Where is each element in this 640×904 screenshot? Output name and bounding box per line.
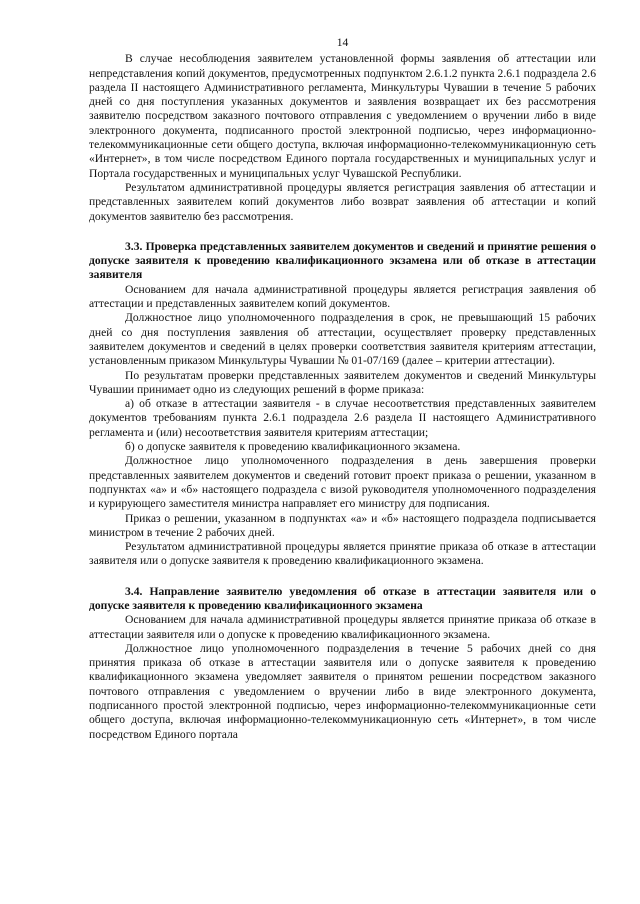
section-heading-3-3: 3.3. Проверка представленных заявителем документов и сведений и принятие решения о допуске заявителя к проведению квалификационного экзамена или об отказе в аттестации заявителя [89,239,596,282]
page-number: 14 [336,36,349,49]
paragraph-basis-3-4: Основанием для начала административной процедуры является принятие приказа об отказе в аттестации заявителя или о допуске к проведению квалификационного экзамена. [89,613,596,641]
paragraph-decision-b: б) о допуске заявителя к проведению квалификационного экзамена. [125,440,461,454]
paragraph-verification-term: Должностное лицо уполномоченного подразделения в срок, не превышающий 15 рабочих дней со дня поступления заявления об аттестации, осуществляет проверку представленных заявителем документов и сведений в целях проверки соответствия заявителя критериям аттестации, установленным приказом Минкультуры Чувашии № 01-07/169 (далее – критерии аттестации). [89,311,596,368]
paragraph-draft-order: Должностное лицо уполномоченного подразделения в день завершения проверки представленных заявителем документов и сведений готовит проект приказа о решении, указанном в подпунктах «а» и «б» настоящего подраздела с визой руководителя уполномоченного подразделения и курирующего заместителя министра направляет его министру для подписания. [89,454,596,511]
paragraph-notification: Должностное лицо уполномоченного подразделения в течение 5 рабочих дней со дня принятия приказа об отказе в аттестации заявителя или о допуске заявителя к проведению квалификационного экзамена уведомляет заявителя о принятом решении посредством заказного почтового отправления с уведомлением о вручении либо в виде электронного документа, подписанного простой электронной подписью, через информационно-телекоммуникационные сети общего доступа, включая информационно-телекоммуникационную сеть «Интернет», в том числе посредством Единого портала [89,641,596,741]
paragraph-basis-3-3: Основанием для начала административной процедуры является регистрация заявления об аттестации и представленных заявителем копий документов. [89,282,596,311]
paragraph-result-registration: Результатом административной процедуры является регистрация заявления об аттестации и представленных заявителем копий документов либо возврат заявления об аттестации и копий документов заявителю без рассмотрения. [89,180,596,223]
paragraph-order-signing: Приказ о решении, указанном в подпунктах «а» и «б» настоящего подраздела подписывается министром в течение 2 рабочих дней. [89,511,596,539]
paragraph-result-3-3: Результатом административной процедуры является принятие приказа об отказе в аттестации заявителя или о допуске заявителя к проведению квалификационного экзамена. [89,540,596,568]
section-gap [89,224,596,240]
paragraph-decisions-intro: По результатам проверки представленных заявителем документов и сведений Минкультуры Чувашии принимает одно из следующих решений в форме приказа: [89,368,596,396]
paragraph-decision-a: а) об отказе в аттестации заявителя - в случае несоответствия представленных заявителем документов требованиям пункта 2.6.1 подраздела 2.6 раздела II настоящего Административного регламента и (или) несоответствия заявителя критериям аттестации; [89,397,596,439]
paragraph-return-of-application: В случае несоблюдения заявителем установленной формы заявления об аттестации или непредставления копий документов, предусмотренных подпунктом 2.6.1.2 пункта 2.6.1 подраздела 2.6 раздела II настоящего Административного регламента, Минкультуры Чувашии в течение 5 рабочих дней со дня поступления указанных документов и заявления возвращает их без рассмотрения заявителю посредством заказного почтового отправления с уведомлением о вручении либо в виде электронного документа, подписанного простой электронной подписью, через информационно-телекоммуникационные сети общего доступа, включая информационно-телекоммуникационную сеть «Интернет», в том числе посредством Единого портала государственных и муниципальных услуг и Портала государственных и муниципальных услуг Чувашской Республики. [89,52,596,180]
section-gap [89,569,596,585]
section-heading-3-4: 3.4. Направление заявителю уведомления об отказе в аттестации заявителя или о допуске заявителя к проведению квалификационного экзамена [89,584,596,612]
